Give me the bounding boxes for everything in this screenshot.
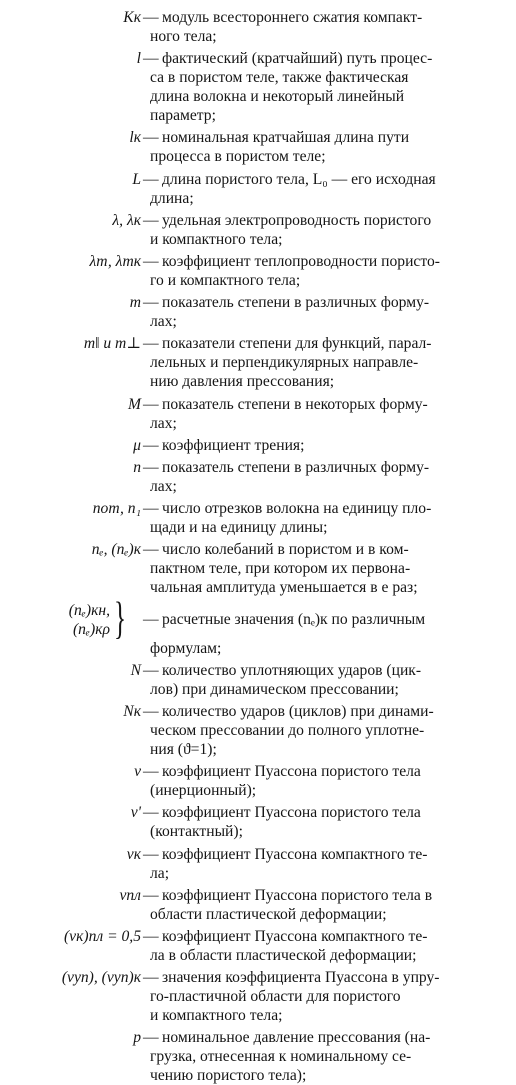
entry-symbol: lк xyxy=(129,129,141,147)
entry-text: области пластической деформации; xyxy=(150,905,387,923)
entry-dash: — xyxy=(143,661,159,679)
entry-symbol: l xyxy=(136,50,141,68)
entry-text: са в пористом теле, также фактическая xyxy=(150,69,409,87)
entry-dash: — xyxy=(143,541,159,559)
entry-text: ния (ϑ=1); xyxy=(150,741,217,758)
entry-text: удельная электропроводность пористого xyxy=(162,211,432,229)
entry-symbol: λт, λтк xyxy=(89,253,141,270)
entry-dash: — xyxy=(143,886,159,904)
entry-text: щади и на единицу длины; xyxy=(150,519,328,537)
entry-text: ческом прессовании до полного уплотне- xyxy=(150,722,425,739)
entry-text: число колебаний в пористом и в ком- xyxy=(162,541,409,559)
entry-symbol: (νуп), (νуп)к xyxy=(61,969,141,987)
entry-text: го-пластичной области для пористого xyxy=(150,988,401,1006)
entry-dash: — xyxy=(143,500,159,518)
entry-text: и компактного тела; xyxy=(150,1007,283,1025)
entry-text: ла; xyxy=(150,864,170,882)
entry-dash: — xyxy=(143,9,159,26)
entry-text: коэффициент Пуассона пористого тела в xyxy=(162,886,433,904)
entry-text: формулам; xyxy=(150,639,222,657)
entry-text: модуль всестороннего сжатия компакт- xyxy=(162,9,423,26)
entry-dash: — xyxy=(143,703,159,720)
entry-dash: — xyxy=(143,611,159,629)
entry-dash: — xyxy=(143,50,159,68)
entry-symbol: M xyxy=(128,395,141,413)
entry-dash: — xyxy=(143,436,159,454)
entry-text: значения коэффициента Пуассона в упру- xyxy=(162,969,440,987)
entry-text: лах; xyxy=(150,313,177,331)
entry-symbol: ν' xyxy=(130,804,141,822)
entry-text: длина волокна и некоторый линейный xyxy=(150,88,405,106)
entry-text: число отрезков волокна на единицу пло- xyxy=(162,500,432,518)
entry-symbol: nₑ, (nₑ)к xyxy=(91,541,141,559)
entry-dash: — xyxy=(143,211,159,229)
entry-symbol: p xyxy=(133,1029,141,1047)
entry-symbol: μ xyxy=(133,436,141,454)
entry-dash: — xyxy=(143,294,159,312)
entry-dash: — xyxy=(143,928,159,945)
entry-text: длина пористого тела, L₀ — его исходная xyxy=(162,170,436,188)
entry-text: чальная амплитуда уменьшается в e раз; xyxy=(150,579,418,597)
entry-symbol: ν xyxy=(134,763,141,781)
entry-text: лов) при динамическом прессовании; xyxy=(150,680,399,698)
entry-symbol: L xyxy=(132,170,141,188)
entry-symbol: (nₑ)кρ xyxy=(72,620,110,638)
entry-dash: — xyxy=(143,335,159,353)
entry-text: количество уплотняющих ударов (цик- xyxy=(162,661,422,679)
entry-text: коэффициент Пуассона пористого тела xyxy=(162,763,421,781)
entry-text: чению пористого тела); xyxy=(150,1067,307,1085)
entry-text: коэффициент Пуассона пористого тела xyxy=(162,804,421,822)
entry-dash: — xyxy=(143,845,159,863)
entry-text: пактном теле, при котором их первона- xyxy=(150,560,411,578)
brace-icon: } xyxy=(114,591,127,643)
entry-symbol: N xyxy=(130,661,141,679)
entry-symbol: n xyxy=(133,459,141,476)
entry-text: показатели степени для функций, парал- xyxy=(162,335,432,353)
entry-text: фактический (кратчайший) путь процес- xyxy=(162,50,433,68)
entry-symbol: m xyxy=(129,294,141,312)
entry-dash: — xyxy=(143,459,159,476)
entry-dash: — xyxy=(143,395,159,413)
entry-text: лах; xyxy=(150,478,177,495)
entry-symbol: m‖ и m⊥ xyxy=(83,335,141,353)
entry-text: длина; xyxy=(150,189,194,207)
entry-text: расчетные значения (nₑ)к по различным xyxy=(162,611,426,629)
entry-text: коэффициент Пуассона компактного те- xyxy=(162,845,428,863)
entry-text: показатель степени в некоторых форму- xyxy=(162,395,428,413)
entry-text: ла в области пластической деформации; xyxy=(150,947,417,964)
entry-text: процесса в пористом теле; xyxy=(150,148,326,166)
entry-dash: — xyxy=(143,1029,159,1047)
entry-symbol: nот, n₁ xyxy=(92,500,141,518)
entry-text: номинальная кратчайшая длина пути xyxy=(162,129,410,147)
entry-text: лах; xyxy=(150,414,177,432)
entry-text: нию давления прессования; xyxy=(150,373,335,391)
entry-dash: — xyxy=(143,969,159,987)
entry-symbol: (νк)пл = 0,5 xyxy=(63,928,141,945)
entry-text: коэффициент теплопроводности пористо- xyxy=(162,253,440,270)
entry-text: го и компактного тела; xyxy=(150,272,301,289)
entry-text: номинальное давление прессования (на- xyxy=(162,1029,431,1047)
entry-symbol: νпл xyxy=(119,886,141,904)
entry-dash: — xyxy=(143,763,159,781)
entry-symbol: Kк xyxy=(123,9,141,26)
entry-text: (контактный); xyxy=(150,823,243,841)
entry-symbol: Nк xyxy=(123,703,141,720)
entry-text: коэффициент Пуассона компактного те- xyxy=(162,928,428,945)
entry-text: коэффициент трения; xyxy=(162,436,305,454)
entry-text: и компактного тела; xyxy=(150,230,283,248)
entry-text: ного тела; xyxy=(150,28,217,45)
entry-dash: — xyxy=(143,804,159,822)
entry-text: количество ударов (циклов) при динами- xyxy=(162,703,434,720)
entry-text: (инерционный); xyxy=(150,782,257,800)
entry-dash: — xyxy=(143,129,159,147)
entry-text: лельных и перпендикулярных направле- xyxy=(150,354,419,372)
entry-text: показатель степени в различных форму- xyxy=(162,294,430,312)
entry-dash: — xyxy=(143,170,159,188)
entry-text: грузка, отнесенная к номинальному се- xyxy=(150,1048,412,1066)
entry-symbol: (nₑ)кн, xyxy=(68,601,110,619)
entry-symbol: νк xyxy=(126,845,141,863)
entry-text: показатель степени в различных форму- xyxy=(162,459,430,476)
entry-dash: — xyxy=(143,253,159,270)
entry-symbol: λ, λк xyxy=(112,211,141,229)
entry-text: параметр; xyxy=(150,107,216,125)
